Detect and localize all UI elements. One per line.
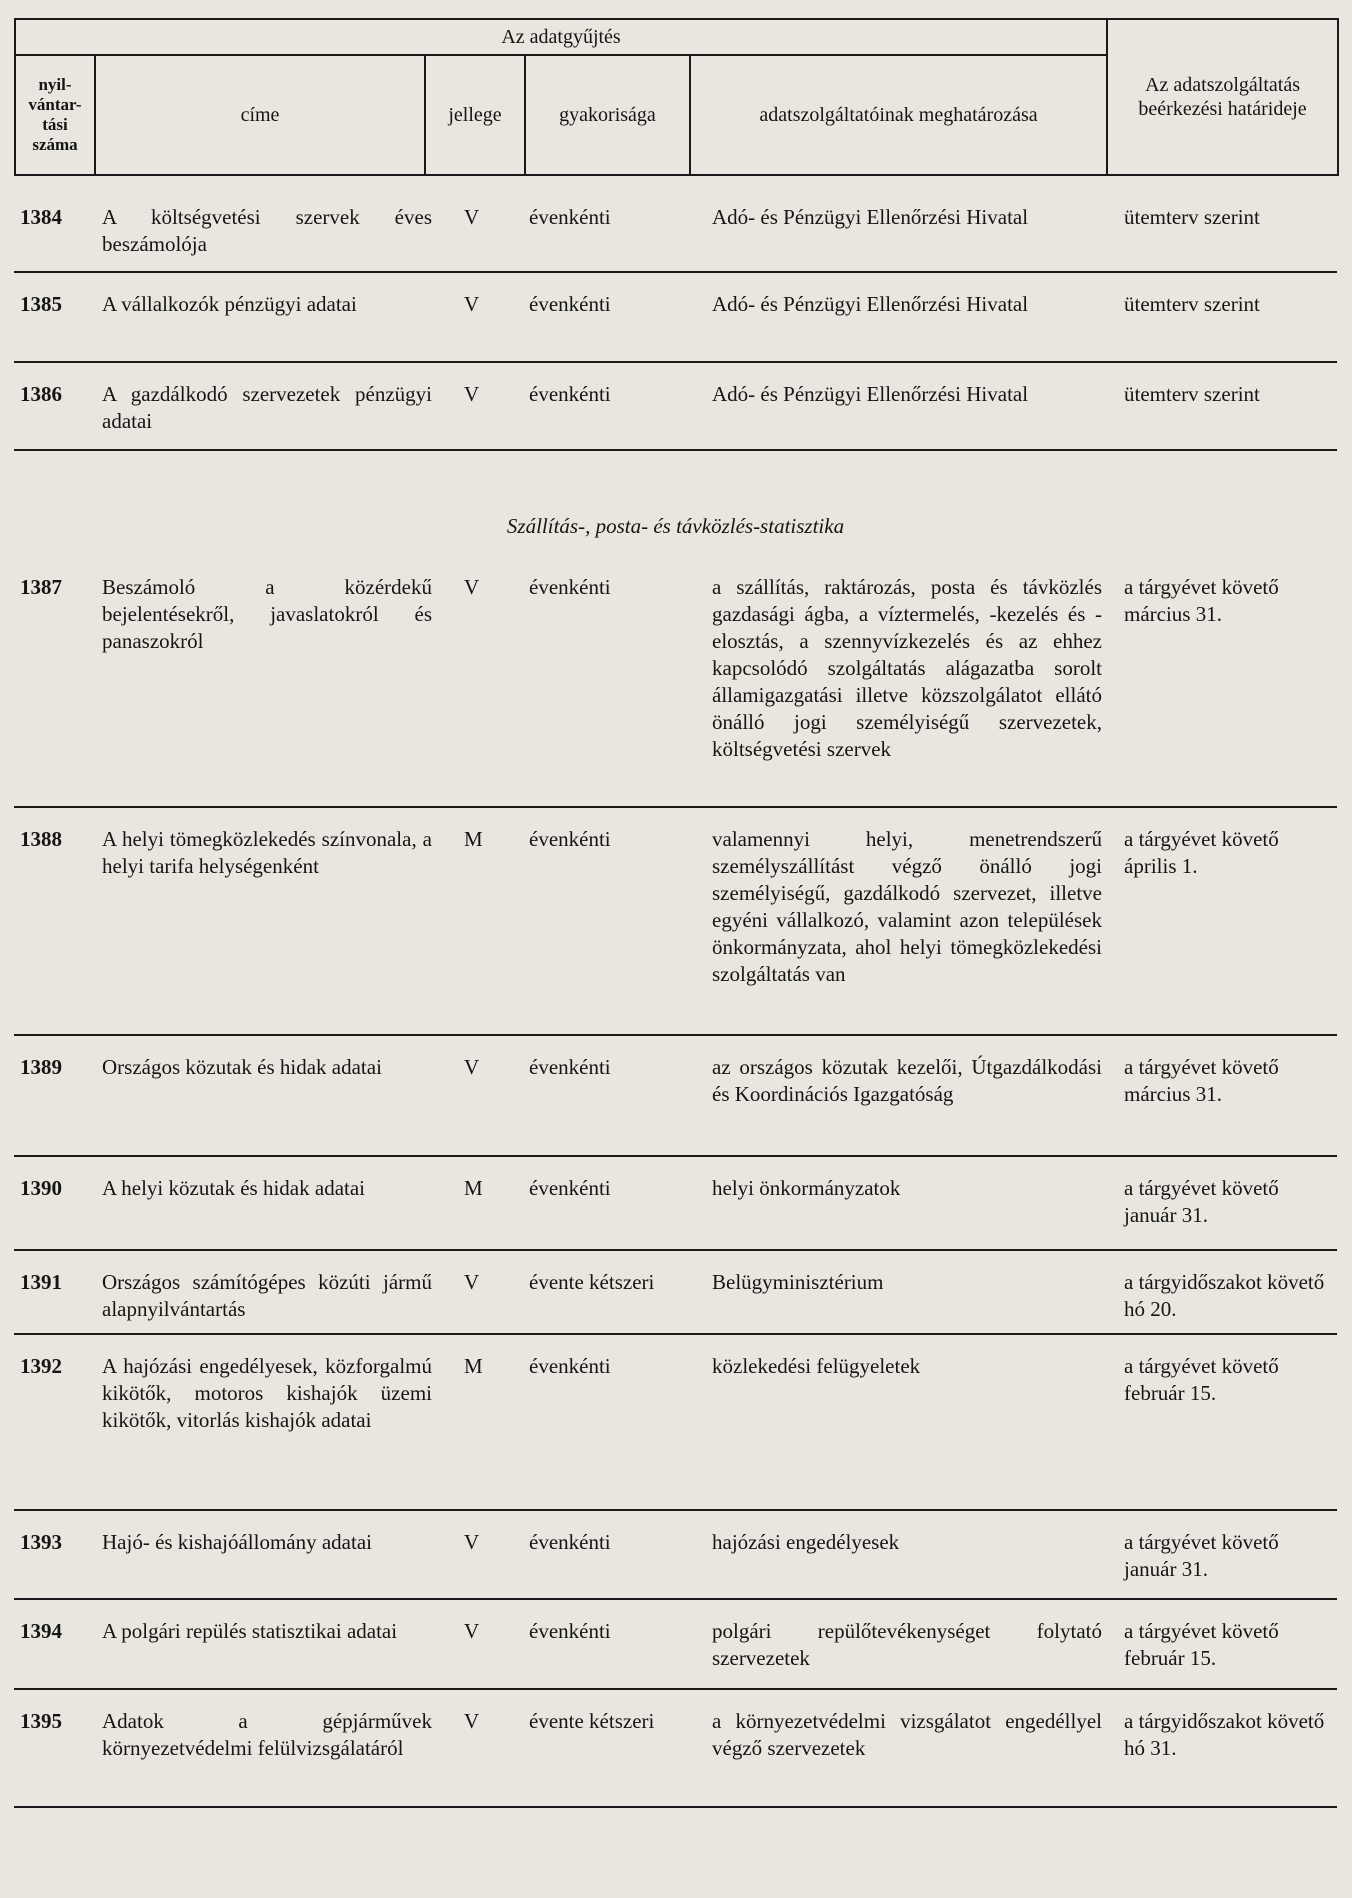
table-row: [14, 1251, 1337, 1335]
section-heading: Szállítás-, posta- és távközlés-statisztika: [506, 514, 845, 538]
row-type: V: [464, 205, 480, 229]
row-title: A költségvetési szervek éves beszámolója: [102, 205, 432, 256]
row-number: 1389: [20, 1055, 62, 1079]
row-frequency: évenkénti: [529, 1619, 611, 1643]
row-title: Országos számítógépes közúti jármű alapnyilvántartás: [102, 1270, 432, 1321]
row-deadline: ütemterv szerint: [1124, 292, 1260, 316]
header-group: Az adatgyűjtés: [15, 19, 1107, 55]
row-type: V: [464, 1055, 480, 1079]
row-type: V: [464, 1709, 480, 1733]
header-providers: adatszolgáltatóinak meghatározása: [690, 55, 1107, 175]
row-title: A polgári repülés statisztikai adatai: [102, 1619, 398, 1643]
row-deadline: ütemterv szerint: [1124, 205, 1260, 229]
row-deadline: a tárgyidőszakot követő hó 31.: [1124, 1709, 1325, 1760]
row-providers: Adó- és Pénzügyi Ellenőrzési Hivatal: [712, 205, 1029, 229]
table-row: [14, 1600, 1337, 1690]
row-providers: közlekedési felügyeletek: [712, 1354, 921, 1378]
table-row: [14, 1036, 1337, 1157]
header-number: nyil-vántar-tási száma: [15, 55, 95, 175]
row-frequency: évenkénti: [529, 1055, 611, 1079]
row-frequency: évenkénti: [529, 827, 611, 851]
row-type: V: [464, 292, 480, 316]
row-title: A helyi tömegközlekedés színvonala, a helyi tarifa helységenként: [102, 827, 432, 878]
header-type: jellege: [425, 55, 525, 175]
row-type: M: [464, 1354, 483, 1378]
row-number: 1390: [20, 1176, 62, 1200]
row-number: 1386: [20, 382, 62, 406]
row-frequency: évenkénti: [529, 1354, 611, 1378]
row-type: V: [464, 382, 480, 406]
row-number: 1392: [20, 1354, 62, 1378]
row-number: 1387: [20, 575, 62, 599]
row-title: Adatok a gépjárművek környezetvédelmi felülvizsgálatáról: [102, 1709, 432, 1760]
row-type: V: [464, 575, 480, 599]
table-row: [14, 1335, 1337, 1511]
table-row: [14, 1690, 1337, 1808]
row-providers: Belügyminisztérium: [712, 1270, 884, 1294]
row-number: 1393: [20, 1530, 62, 1554]
row-deadline: a tárgyévet követő február 15.: [1124, 1354, 1279, 1405]
row-number: 1394: [20, 1619, 62, 1643]
row-deadline: a tárgyévet követő március 31.: [1124, 575, 1279, 626]
row-frequency: évenkénti: [529, 1176, 611, 1200]
row-title: Beszámoló a közérdekű bejelentésekről, javaslatokról és panaszokról: [102, 575, 432, 653]
row-providers: Adó- és Pénzügyi Ellenőrzési Hivatal: [712, 382, 1029, 406]
row-title: A helyi közutak és hidak adatai: [102, 1176, 366, 1200]
header-deadline: Az adatszolgáltatás beérkezési határideje: [1107, 19, 1338, 175]
row-number: 1384: [20, 205, 62, 229]
row-number: 1391: [20, 1270, 62, 1294]
row-providers: hajózási engedélyesek: [712, 1530, 900, 1554]
header-frequency: gyakorisága: [525, 55, 690, 175]
row-frequency: évenkénti: [529, 205, 611, 229]
row-number: 1395: [20, 1709, 62, 1733]
row-frequency: évenkénti: [529, 382, 611, 406]
row-providers: a környezetvédelmi vizsgálatot engedéllyel végző szervezetek: [712, 1709, 1102, 1760]
table-body: [14, 186, 1337, 1808]
row-providers: Adó- és Pénzügyi Ellenőrzési Hivatal: [712, 292, 1029, 316]
row-frequency: évente kétszeri: [529, 1709, 655, 1733]
row-deadline: a tárgyévet követő január 31.: [1124, 1530, 1279, 1581]
row-number: 1388: [20, 827, 62, 851]
header-title: címe: [95, 55, 425, 175]
row-deadline: a tárgyévet követő április 1.: [1124, 827, 1279, 878]
row-type: V: [464, 1530, 480, 1554]
table-row: [14, 556, 1337, 808]
row-type: M: [464, 1176, 483, 1200]
table-row: [14, 1511, 1337, 1600]
row-deadline: a tárgyévet követő január 31.: [1124, 1176, 1279, 1227]
row-providers: a szállítás, raktározás, posta és távközlés gazdasági ágba, a víztermelés, -kezelés és -elosztás, a szennyvízkezelés és az ehhez kapcsolódó szolgáltatás alágazatba sorolt államigazgatási illetve közszolgálatot ellátó önálló jogi személyiségű szervezetek, költségvetési szervek: [712, 575, 1102, 761]
row-type: M: [464, 827, 483, 851]
row-deadline: a tárgyidőszakot követő hó 20.: [1124, 1270, 1325, 1321]
row-providers: az országos közutak kezelői, Útgazdálkodási és Koordinációs Igazgatóság: [712, 1055, 1102, 1106]
row-providers: valamennyi helyi, menetrendszerű személyszállítást végző önálló jogi személyiségű, gazdálkodó szervezet, illetve egyéni vállalkozó, valamint azon települések önkormányzata, ahol helyi tömegközlekedési szolgáltatás van: [712, 827, 1102, 986]
row-title: A gazdálkodó szervezetek pénzügyi adatai: [102, 382, 432, 433]
table-row: [14, 1157, 1337, 1251]
row-number: 1385: [20, 292, 62, 316]
row-type: V: [464, 1619, 480, 1643]
row-title: A vállalkozók pénzügyi adatai: [102, 292, 357, 316]
row-providers: helyi önkormányzatok: [712, 1176, 901, 1200]
row-deadline: a tárgyévet követő március 31.: [1124, 1055, 1279, 1106]
table-row: [14, 363, 1337, 451]
row-frequency: évenkénti: [529, 575, 611, 599]
row-frequency: évente kétszeri: [529, 1270, 655, 1294]
row-deadline: a tárgyévet követő február 15.: [1124, 1619, 1279, 1670]
table-row: [14, 273, 1337, 363]
row-title: Országos közutak és hidak adatai: [102, 1055, 382, 1079]
row-title: Hajó- és kishajóállomány adatai: [102, 1530, 372, 1554]
row-frequency: évenkénti: [529, 292, 611, 316]
table-row: [14, 808, 1337, 1036]
row-deadline: ütemterv szerint: [1124, 382, 1260, 406]
row-title: A hajózási engedélyesek, közforgalmú kikötők, motoros kishajók üzemi kikötők, vitorlás kishajók adatai: [102, 1354, 432, 1432]
row-providers: polgári repülőtevékenységet folytató szervezetek: [712, 1619, 1102, 1670]
table-header: [14, 18, 1339, 176]
row-type: V: [464, 1270, 480, 1294]
table-row: [14, 186, 1337, 273]
row-frequency: évenkénti: [529, 1530, 611, 1554]
